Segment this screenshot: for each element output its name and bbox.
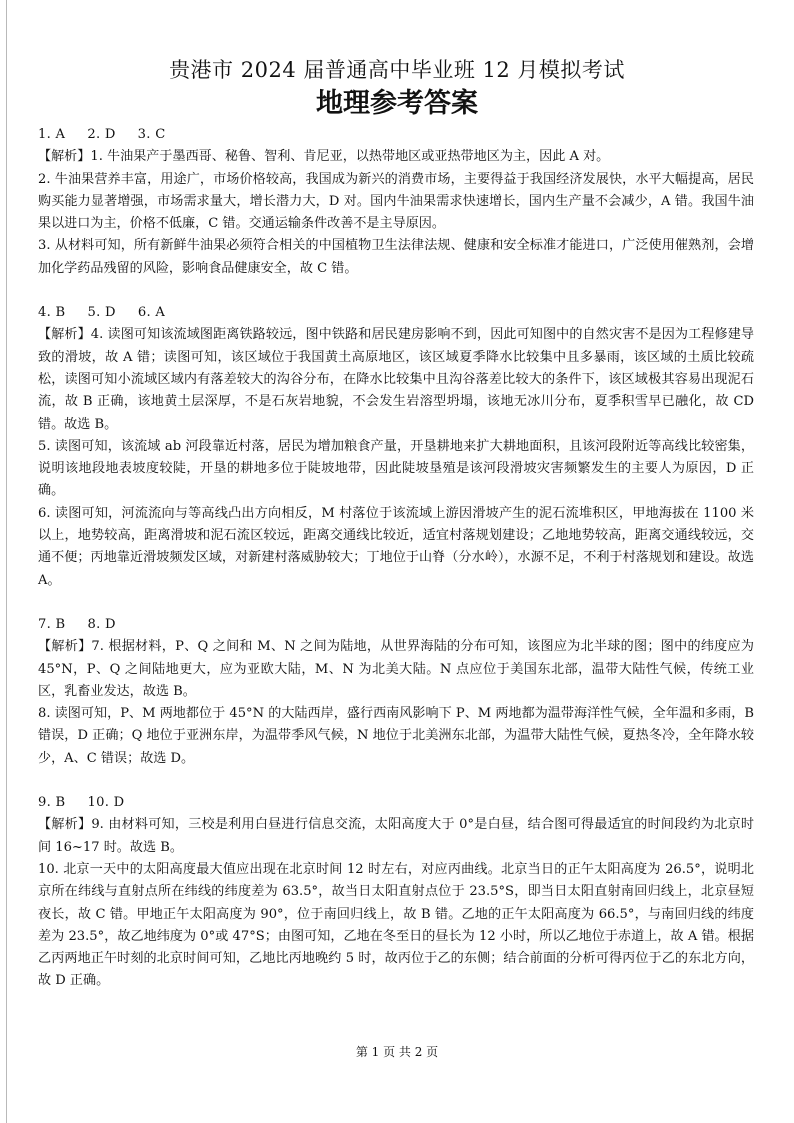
explanation-paragraph: 【解析】7. 根据材料，P、Q 之间和 M、N 之间为陆地，从世界海陆的分布可知，该图应为北半球的图；图中的纬度应为 45°N，P、Q 之间陆地更大，应为亚欧大陆，M、N 为北美大陆。N 点应位于美国东北部，温带大陆性气候，传统工业区，乳畜业发达，故选 B。 [38,639,754,699]
answer-item: 4. B [38,305,66,321]
answer-item: 3. C [137,127,166,142]
answer-item: 9. B [38,795,66,811]
explanation-paragraph: 8. 读图可知，P、M 两地都位于 45°N 的大陆西岸，盛行西南风影响下 P、M 两地都为温带海洋性气候，全年温和多雨，B 错误，D 正确；Q 地位于亚洲东岸，为温带季风气候，N 地位于北美洲东北部，为温带大陆性气候，夏热冬冷，全年降水较少，A、C 错误；故选 D。 [38,706,754,766]
answer-key-line [38,302,754,324]
section-gap [38,280,754,302]
explanation-paragraph: 6. 读图可知，河流流向与等高线凸出方向相反，M 村落位于该流域上游因滑坡产生的泥石流堆积区，甲地海拔在 1100 米以上，地势较高，距离滑坡和泥石流区较远，距离交通线比较近，适宜村落规划建设；乙地地势较高，距离交通线较远，交通不便；丙地靠近滑坡频发区域，对新建村落威胁较大；丁地位于山脊（分水岭），水源不足，不利于村落规划和建设。故选 A。 [38,505,754,588]
document-subtitle: 地理参考答案 [316,88,478,119]
explanation-paragraph: 10. 北京一天中的太阳高度最大值应出现在北京时间 12 时左右，对应丙曲线。北京当日的正午太阳高度为 26.5°，说明北京所在纬线与直射点所在纬线的纬度差为 63.5°，故当日太阳直射点位于 23.5°S，即当日太阳直射南回归线上，北京昼短夜长，故 C 错。甲地正午太阳高度为 90°，位于南回归线上，故 B 错。乙地的正午太阳高度为 66.5°，与南回归线的纬度差为 23.5°，故乙地纬度为 0°或 47°S；由图可知，乙地在冬至日的昼长为 12 小时，所以乙地位于赤道上，故 A 错。根据乙丙两地正午时刻的北京时间可知，乙地比丙地晚约 5 时，故丙位于乙的东侧；结合前面的分析可得丙位于乙的东北方向，故 D 正确。 [38,861,754,989]
page-number: 第 1 页 共 2 页 [355,1045,439,1059]
explanation-paragraph: 3. 从材料可知，所有新鲜牛油果必须符合相关的中国植物卫生法律法规、健康和安全标准才能进口，广泛使用催熟剂，会增加化学药品残留的风险，影响食品健康安全，故 C 错。 [38,238,754,276]
section-gap [38,770,754,792]
explanation-paragraph: 2. 牛油果营养丰富，用途广，市场价格较高，我国成为新兴的消费市场，主要得益于我国经济发展快，水平大幅提高，居民购买能力显著增强，市场需求量大，增长潜力大，D 对。国内牛油果需求快速增长，国内生产量不会减少，A 错。我国牛油果以进口为主，价格不低廉，C 错。交通运输条件改善不是主导原因。 [38,171,754,232]
answer-item: 8. D [87,616,116,632]
answer-item: 1. A [38,127,66,142]
section-gap [38,592,754,614]
answer-key-line [38,614,754,636]
answer-item: 7. B [38,616,66,632]
binding-margin-line [6,0,7,1123]
answer-item: 10. D [87,795,125,811]
explanation-paragraph: 【解析】1. 牛油果产于墨西哥、秘鲁、智利、肯尼亚，以热带地区或亚热带地区为主，因此 A 对。 [38,149,610,165]
answer-key-line [38,124,754,146]
document-header [0,0,794,122]
explanation-paragraph: 【解析】9. 由材料可知，三校是利用白昼进行信息交流，太阳高度大于 0°是白昼，结合图可得最适宜的时间段约为北京时间 16~17 时。故选 B。 [38,817,754,855]
answer-key-line [38,792,754,814]
answer-item: 6. A [137,305,166,321]
answer-item: 5. D [87,305,116,321]
explanation-paragraph: 【解析】4. 读图可知该流域图距离铁路较远，图中铁路和居民建房影响不到，因此可知图中的自然灾害不是因为工程修建导致的滑坡，故 A 错；读图可知，该区域位于我国黄土高原地区，该区域夏季降水比较集中且多暴雨，该区域的土质比较疏松，读图可知小流域区域内有落差较大的沟谷分布，在降水比较集中且沟谷落差比较大的条件下，该区域极其容易出现泥石流，故 B 正确，该地黄土层深厚，不是石灰岩地貌，不会发生岩溶型坍塌，该地无冰川分布，夏季积雪早已融化，故 CD 错。故选 B。 [38,327,754,432]
answer-item: 2. D [87,127,116,142]
exam-title: 贵港市 2024 届普通高中毕业班 12 月模拟考试 [169,58,625,82]
explanation-paragraph: 5. 读图可知，该流域 ab 河段靠近村落，居民为增加粮食产量，开垦耕地来扩大耕地面积，且该河段附近等高线比较密集，说明该地段地表坡度较陡，开垦的耕地多位于陡坡地带，因此陡坡垦殖是该河段滑坡灾害频繁发生的主要人为原因，D 正确。 [38,438,754,499]
answer-content [38,124,754,993]
